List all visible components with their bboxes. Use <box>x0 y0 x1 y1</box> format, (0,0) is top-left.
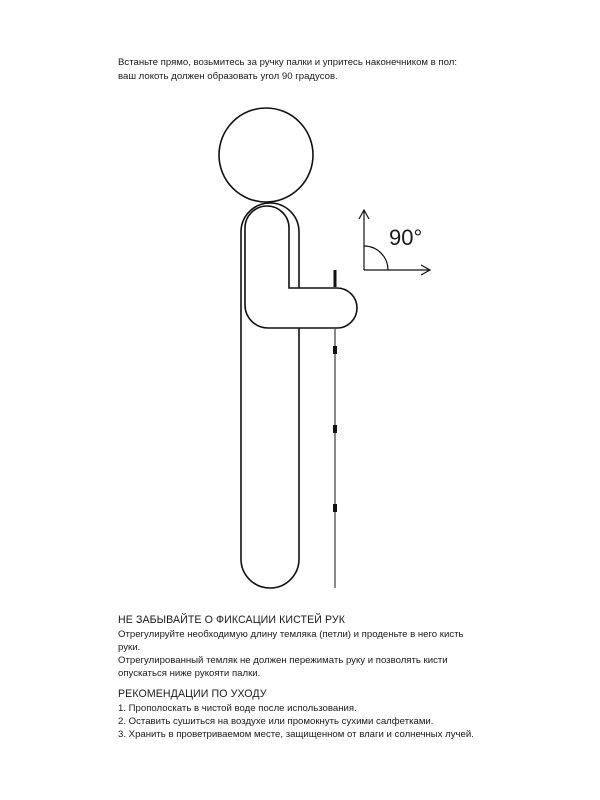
fixation-line-3: Отрегулированный темляк не должен пережимать руку и позволять кисти <box>118 655 448 666</box>
care-heading: РЕКОМЕНДАЦИИ ПО УХОДУ <box>118 688 267 700</box>
figure-head <box>219 108 313 202</box>
fixation-line-2: руки. <box>118 642 141 653</box>
care-item-1: 1. Прополоскать в чистой воде после использования. <box>118 703 357 714</box>
angle-arc <box>364 246 388 270</box>
intro-line-1: Встаньте прямо, возьмитесь за ручку палки и упритесь наконечником в пол: <box>118 57 458 68</box>
pole-clamp-2 <box>333 425 337 433</box>
fixation-heading: НЕ ЗАБЫВАЙТЕ О ФИКСАЦИИ КИСТЕЙ РУК <box>118 614 346 626</box>
pole-clamp-3 <box>333 504 337 512</box>
fixation-line-1: Отрегулируйте необходимую длину темляка (петли) и проденьте в него кисть <box>118 629 464 640</box>
figure-arm <box>245 206 357 328</box>
fixation-section <box>118 614 518 680</box>
care-item-3: 3. Хранить в проветриваемом месте, защищенном от влаги и солнечных лучей. <box>118 729 474 740</box>
care-section <box>118 688 518 741</box>
fixation-line-4: опускаться ниже рукояти палки. <box>118 668 261 679</box>
pole-clamp-1 <box>333 346 337 354</box>
care-item-2: 2. Оставить сушиться на воздухе или промокнуть сухими салфетками. <box>118 716 434 727</box>
angle-label: 90° <box>389 225 423 250</box>
intro-line-2: ваш локоть должен образовать угол 90 градусов. <box>118 71 338 82</box>
